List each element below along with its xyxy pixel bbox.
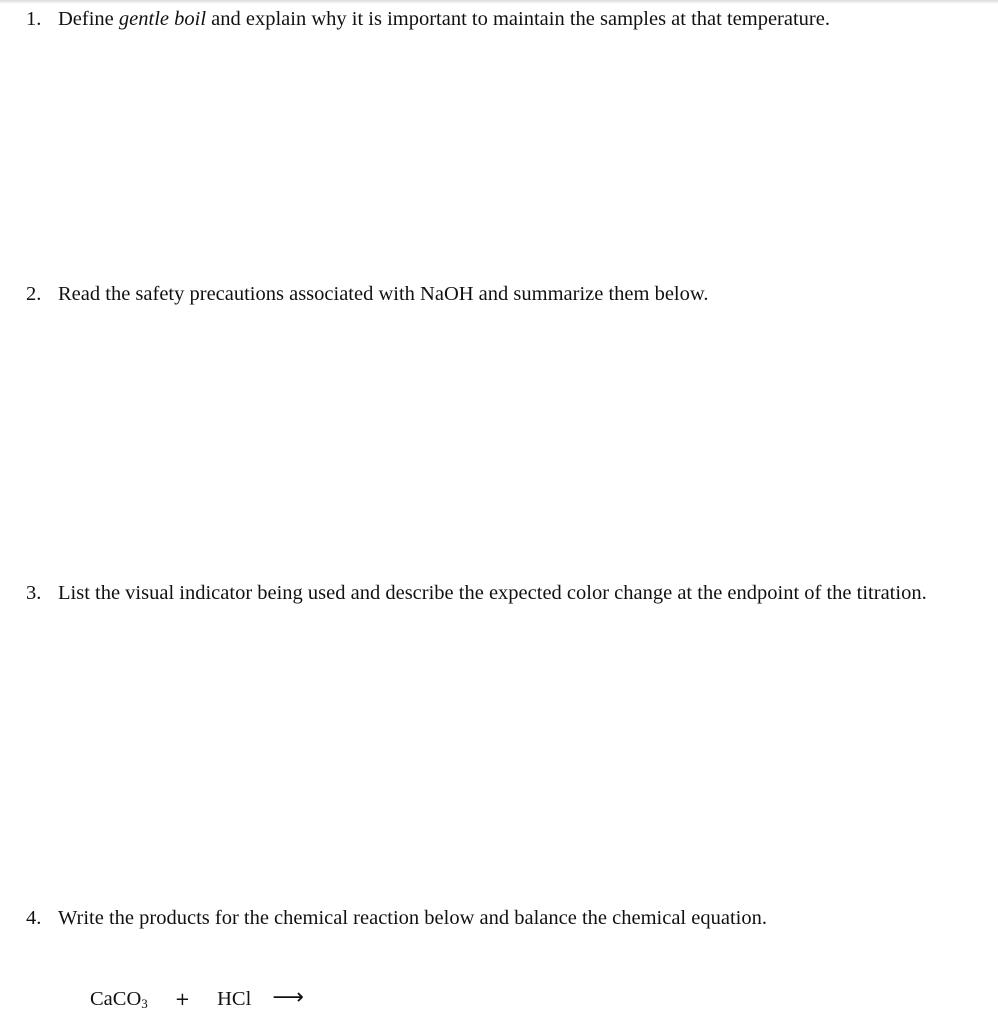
question-number: 3. (26, 582, 42, 604)
question-text: Read the safety precautions associated with NaOH and summarize them below. (58, 283, 709, 305)
formula-main: CaCO (90, 988, 142, 1010)
question-text: List the visual indicator being used and describe the expected color change at the endpoint of the titration. (58, 582, 927, 604)
reaction-arrow-icon: ⟶ (272, 985, 304, 1010)
emphasized-term: gentle boil (118, 8, 207, 30)
question-text-prefix: Define (58, 8, 119, 30)
question-number: 4. (26, 907, 42, 929)
question-3 (26, 580, 966, 606)
question-text: Write the products for the chemical reaction below and balance the chemical equation. (58, 907, 767, 929)
reactant-calcium-carbonate (90, 986, 148, 1012)
question-4 (26, 905, 966, 931)
question-number: 1. (26, 8, 42, 30)
question-1 (26, 6, 966, 32)
question-text-suffix: and explain why it is important to maintain the samples at that temperature. (206, 8, 830, 30)
question-text (58, 6, 966, 32)
formula-subscript: 3 (141, 996, 148, 1011)
question-2 (26, 281, 966, 307)
reactant-hydrochloric-acid: HCl (217, 988, 252, 1010)
plus-sign: + (174, 989, 190, 1010)
chemical-equation (90, 986, 304, 1014)
page-top-edge (0, 0, 998, 4)
question-number: 2. (26, 283, 42, 305)
